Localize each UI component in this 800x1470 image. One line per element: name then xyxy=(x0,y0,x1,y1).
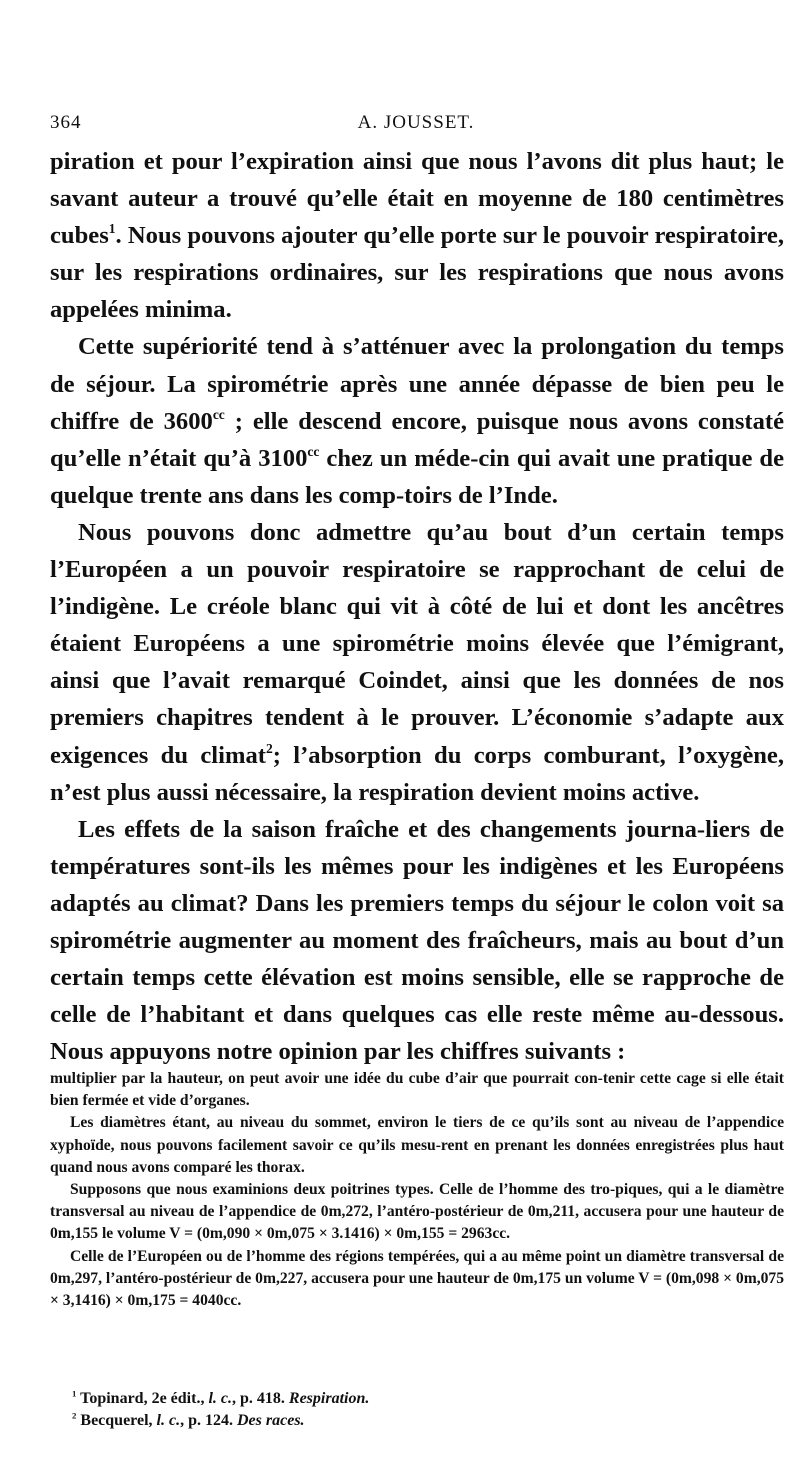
paragraph: Cette supériorité tend à s’atténuer avec la prolongation du temps de séjour. La spirométrie après une année dépasse de bien peu le chiffre de $3600^{cc}$ ; elle descend encore, puisque nous avons constaté qu’elle n’était qu’à $3100^{cc}$ chez un méde-cin qui avait une pratique de quelque trente ans dans les comp-toirs de l’Inde. xyxy=(50,333,784,509)
unit-cc: cc xyxy=(307,443,320,459)
note-text xyxy=(50,1068,784,1312)
paragraph: Nous pouvons donc admettre qu’au bout d’un certain temps l’Européen a un pouvoir respiratoire se rapprochant de celui de l’indigène. Le créole blanc qui vit à côté de lui et dont les ancêtres étaient Européens a une spirométrie moins élevée que l’émigrant, ainsi que l’avait remarqué Coindet, ainsi que les données de nos premiers chapitres tendent à le prouver. L’économie s’adapte aux exigences du climat$^2$; l’absorption du corps comburant, l’oxygène, n’est plus aussi nécessaire, la respiration devient moins active. xyxy=(50,518,784,806)
note-paragraph: Supposons que nous examinions deux poitrines types. Celle de l’homme des tro-piques, qui a le diamètre transversal au niveau de l’appendice de 0m,272, l’antéro-postérieur de 0m,211, accusera pour une hauteur de 0m,155 le volume V = (0m,090 × 0m,075 × 3.1416) × 0m,155 = 2963cc. xyxy=(50,1181,784,1243)
note-paragraph: multiplier par la hauteur, on peut avoir une idée du cube d’air que pourrait con-tenir cette cage si elle était bien fermée et vide d’organes. xyxy=(50,1070,784,1110)
main-text xyxy=(50,143,784,1070)
note-paragraph: Celle de l’Européen ou de l’homme des régions tempérées, qui a au même point un diamètre transversal de 0m,297, l’antéro-postérieur de 0m,227, accusera pour une hauteur de 0m,175 un volume V = (0m,098 × 0m,075 × 3,1416) × 0m,175 = 4040cc. xyxy=(50,1247,784,1310)
note-paragraph: Les diamètres étant, au niveau du sommet, environ le tiers de ce qu’ils sont au niveau de l’appendice xyphoïde, nous pouvons facilement savoir ce qu’ils mesu-rent en prenant les données enregistrées plus haut quand nous avons comparé les thorax. xyxy=(50,1114,784,1176)
running-head xyxy=(50,112,782,138)
footnotes xyxy=(50,1388,784,1432)
paragraph: Les effets de la saison fraîche et des changements journa-liers de températures sont-ils les mêmes pour les indigènes et les Européens adaptés au climat? Dans les premiers temps du séjour le colon voit sa spirométrie augmenter au moment des fraîcheurs, mais au bout d’un certain temps cette élévation est moins sensible, elle se rapproche de celle de l’habitant et dans quelques cas elle reste même au-dessous. Nous appuyons notre opinion par les chiffres suivants : xyxy=(50,815,784,1066)
footnote-ref: 1 xyxy=(108,221,116,237)
page-number: 364 xyxy=(50,112,82,133)
paragraph: piration et pour l’expiration ainsi que nous l’avons dit plus haut; le savant auteur a trouvé qu’elle était en moyenne de 180 centimètres cubes$^1$. Nous pouvons ajouter qu’elle porte sur le pouvoir respiratoire, sur les respirations ordinaires, sur les respirations que nous avons appelées minima. xyxy=(50,148,784,324)
footnote: $^2$ Becquerel, l. c., p. 124. Des races. xyxy=(72,1410,305,1429)
unit-cc: cc xyxy=(212,406,225,422)
footnote-ref: 2 xyxy=(265,740,273,756)
footnote: $^1$ Topinard, 2e édit., l. c., p. 418. Respiration. xyxy=(72,1388,370,1407)
running-head-author: A. JOUSSET. xyxy=(357,112,475,133)
